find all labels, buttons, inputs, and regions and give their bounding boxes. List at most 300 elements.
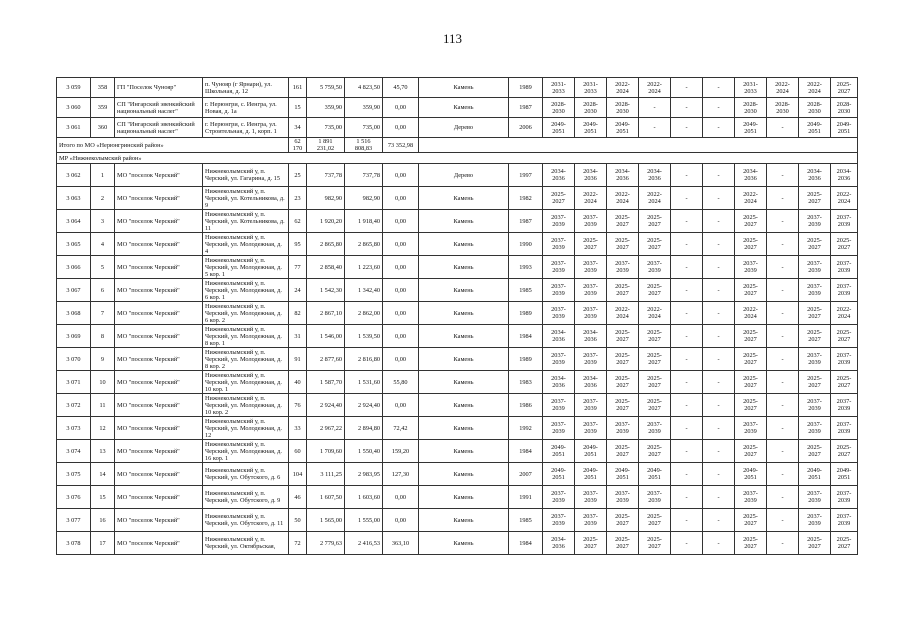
cell-p5: - bbox=[671, 256, 703, 279]
cell-no: 3 060 bbox=[57, 98, 91, 118]
cell-d: 363,10 bbox=[383, 532, 419, 555]
cell-n: 13 bbox=[91, 440, 115, 463]
cell-p5: - bbox=[671, 463, 703, 486]
cell-p2: 2037-2039 bbox=[575, 279, 607, 302]
cell-d: 0,00 bbox=[383, 187, 419, 210]
cell-n: 4 bbox=[91, 233, 115, 256]
cell-p1: 2034-2036 bbox=[543, 371, 575, 394]
cell-p3: 2022-2024 bbox=[607, 78, 639, 98]
cell-addr: Нижнеколымский у, п. Черский, ул. Молодежная, д. 5 кор. 1 bbox=[203, 256, 289, 279]
cell-d: 0,00 bbox=[383, 256, 419, 279]
cell-mat: Камень bbox=[419, 394, 509, 417]
cell-c: 982,90 bbox=[345, 187, 383, 210]
cell-p10: 2025-2027 bbox=[831, 440, 858, 463]
cell-org: МО "поселок Черский" bbox=[115, 371, 203, 394]
cell-d: 45,70 bbox=[383, 78, 419, 98]
cell-p7: 2025-2027 bbox=[735, 279, 767, 302]
cell-addr: Нижнеколымский у, п. Черский, ул. Гагарина, д. 15 bbox=[203, 164, 289, 187]
cell-no: 3 067 bbox=[57, 279, 91, 302]
cell-p1: 2037-2039 bbox=[543, 394, 575, 417]
cell-a: 95 bbox=[289, 233, 307, 256]
cell-p4: 2025-2027 bbox=[639, 233, 671, 256]
cell-mat: Камень bbox=[419, 233, 509, 256]
cell-p7: 2034-2036 bbox=[735, 164, 767, 187]
cell-p1: 2037-2039 bbox=[543, 417, 575, 440]
cell-p4: 2025-2027 bbox=[639, 279, 671, 302]
housing-table bbox=[56, 77, 858, 555]
cell-d: 127,30 bbox=[383, 463, 419, 486]
cell-p6: - bbox=[703, 164, 735, 187]
cell-mat: Камень bbox=[419, 509, 509, 532]
cell-p6: - bbox=[703, 187, 735, 210]
cell-p10: 2049-2051 bbox=[831, 463, 858, 486]
cell-no: 3 061 bbox=[57, 118, 91, 138]
cell-p9: 2025-2027 bbox=[799, 371, 831, 394]
cell-b: 5 759,50 bbox=[307, 78, 345, 98]
cell-p7: 2049-2051 bbox=[735, 118, 767, 138]
cell-year: 1985 bbox=[509, 509, 543, 532]
cell-p7: 2025-2027 bbox=[735, 394, 767, 417]
cell-no: 3 068 bbox=[57, 302, 91, 325]
table-row bbox=[57, 279, 858, 302]
cell-addr: Нижнеколымский у, п. Черский, ул. Молодежная, д. 8 кор. 2 bbox=[203, 348, 289, 371]
cell-c: 2 416,53 bbox=[345, 532, 383, 555]
cell-year: 1989 bbox=[509, 348, 543, 371]
cell-p2: 2037-2039 bbox=[575, 509, 607, 532]
cell-b: 1 709,60 bbox=[307, 440, 345, 463]
cell-no: 3 076 bbox=[57, 486, 91, 509]
cell-p2: 2049-2051 bbox=[575, 463, 607, 486]
cell-addr: Нижнеколымский у, п. Черский, ул. Котельникова, д. 9 bbox=[203, 187, 289, 210]
cell-p5: - bbox=[671, 417, 703, 440]
cell-p5: - bbox=[671, 325, 703, 348]
cell-p8: - bbox=[767, 325, 799, 348]
section-label: МР «Нижнеколымский район» bbox=[57, 153, 858, 164]
cell-mat: Камень bbox=[419, 78, 509, 98]
cell-b: 1 607,50 bbox=[307, 486, 345, 509]
cell-c: 735,00 bbox=[345, 118, 383, 138]
cell-p3: 2025-2027 bbox=[607, 440, 639, 463]
cell-p9: 2025-2027 bbox=[799, 532, 831, 555]
cell-p6: - bbox=[703, 509, 735, 532]
cell-p5: - bbox=[671, 98, 703, 118]
cell-p4: 2025-2027 bbox=[639, 210, 671, 233]
cell-a: 15 bbox=[289, 98, 307, 118]
cell-p6: - bbox=[703, 302, 735, 325]
cell-p5: - bbox=[671, 302, 703, 325]
cell-p10: 2037-2039 bbox=[831, 348, 858, 371]
cell-p2: 2049-2051 bbox=[575, 118, 607, 138]
cell-p10: 2037-2039 bbox=[831, 417, 858, 440]
table-total bbox=[57, 138, 858, 164]
cell-p10: 2022-2024 bbox=[831, 302, 858, 325]
cell-c: 737,78 bbox=[345, 164, 383, 187]
cell-p8: - bbox=[767, 302, 799, 325]
cell-org: СП "Ингарский эвенкийский национальный наслег" bbox=[115, 118, 203, 138]
cell-p7: 2025-2027 bbox=[735, 325, 767, 348]
cell-mat: Камень bbox=[419, 98, 509, 118]
cell-c: 2 924,40 bbox=[345, 394, 383, 417]
cell-p9: 2025-2027 bbox=[799, 440, 831, 463]
cell-no: 3 070 bbox=[57, 348, 91, 371]
cell-p3: 2025-2027 bbox=[607, 532, 639, 555]
cell-addr: Нижнеколымский у, п. Черский, ул. Октябрьская, bbox=[203, 532, 289, 555]
cell-no: 3 072 bbox=[57, 394, 91, 417]
cell-mat: Камень bbox=[419, 371, 509, 394]
cell-d: 0,00 bbox=[383, 486, 419, 509]
cell-p10: 2025-2027 bbox=[831, 532, 858, 555]
cell-p4: 2025-2027 bbox=[639, 394, 671, 417]
cell-p3: 2025-2027 bbox=[607, 233, 639, 256]
table-row bbox=[57, 394, 858, 417]
cell-p5: - bbox=[671, 210, 703, 233]
cell-org: ГП "Поселок Чунояр" bbox=[115, 78, 203, 98]
cell-org: МО "поселок Черский" bbox=[115, 256, 203, 279]
cell-p10: 2049-2051 bbox=[831, 118, 858, 138]
page-number: 113 bbox=[442, 31, 463, 46]
cell-p4: 2037-2039 bbox=[639, 486, 671, 509]
cell-p7: 2049-2051 bbox=[735, 463, 767, 486]
cell-p4: 2037-2039 bbox=[639, 417, 671, 440]
cell-c: 1 603,60 bbox=[345, 486, 383, 509]
cell-n: 7 bbox=[91, 302, 115, 325]
cell-d: 0,00 bbox=[383, 118, 419, 138]
cell-p2: 2037-2039 bbox=[575, 417, 607, 440]
cell-c: 1 555,00 bbox=[345, 509, 383, 532]
cell-year: 1997 bbox=[509, 164, 543, 187]
cell-org: МО "поселок Черский" bbox=[115, 463, 203, 486]
cell-mat: Камень bbox=[419, 440, 509, 463]
cell-n: 11 bbox=[91, 394, 115, 417]
cell-d: 0,00 bbox=[383, 325, 419, 348]
cell-no: 3 063 bbox=[57, 187, 91, 210]
cell-no: 3 064 bbox=[57, 210, 91, 233]
cell-year: 1992 bbox=[509, 417, 543, 440]
cell-p7: 2037-2039 bbox=[735, 486, 767, 509]
cell-c: 2 816,80 bbox=[345, 348, 383, 371]
cell-p1: 2028-2030 bbox=[543, 98, 575, 118]
cell-addr: Нижнеколымский у, п. Черский, ул. Молодежная, д. 4 bbox=[203, 233, 289, 256]
cell-p10: 2025-2027 bbox=[831, 233, 858, 256]
cell-p3: 2025-2027 bbox=[607, 279, 639, 302]
cell-n: 360 bbox=[91, 118, 115, 138]
cell-p5: - bbox=[671, 164, 703, 187]
cell-p6: - bbox=[703, 532, 735, 555]
cell-p8: - bbox=[767, 371, 799, 394]
cell-a: 72 bbox=[289, 532, 307, 555]
cell-year: 1993 bbox=[509, 256, 543, 279]
cell-p4: 2025-2027 bbox=[639, 371, 671, 394]
cell-p9: 2025-2027 bbox=[799, 325, 831, 348]
cell-p8: - bbox=[767, 256, 799, 279]
cell-p2: 2025-2027 bbox=[575, 532, 607, 555]
cell-p3: 2037-2039 bbox=[607, 256, 639, 279]
cell-a: 40 bbox=[289, 371, 307, 394]
cell-p10: 2037-2039 bbox=[831, 394, 858, 417]
table-row bbox=[57, 78, 858, 98]
cell-org: МО "поселок Черский" bbox=[115, 233, 203, 256]
cell-p1: 2034-2036 bbox=[543, 325, 575, 348]
cell-p1: 2037-2039 bbox=[543, 348, 575, 371]
cell-no: 3 066 bbox=[57, 256, 91, 279]
cell-a: 91 bbox=[289, 348, 307, 371]
cell-org: МО "поселок Черский" bbox=[115, 210, 203, 233]
cell-addr: Нижнеколымский у, п. Черский, ул. Молодежная, д. 10 кор. 2 bbox=[203, 394, 289, 417]
cell-d: 0,00 bbox=[383, 394, 419, 417]
cell-p4: 2025-2027 bbox=[639, 325, 671, 348]
cell-p6: - bbox=[703, 325, 735, 348]
cell-p2: 2022-2024 bbox=[575, 187, 607, 210]
cell-b: 2 867,10 bbox=[307, 302, 345, 325]
cell-mat: Камень bbox=[419, 210, 509, 233]
cell-p2: 2037-2039 bbox=[575, 210, 607, 233]
cell-a: 50 bbox=[289, 509, 307, 532]
cell-p3: 2037-2039 bbox=[607, 486, 639, 509]
cell-p10: 2037-2039 bbox=[831, 256, 858, 279]
cell-p4: 2025-2027 bbox=[639, 509, 671, 532]
cell-c: 2 894,80 bbox=[345, 417, 383, 440]
cell-c: 1 539,50 bbox=[345, 325, 383, 348]
cell-p7: 2025-2027 bbox=[735, 440, 767, 463]
total-a: 62 170 bbox=[289, 138, 307, 153]
cell-p6: - bbox=[703, 394, 735, 417]
cell-a: 24 bbox=[289, 279, 307, 302]
cell-c: 2 865,80 bbox=[345, 233, 383, 256]
cell-p3: 2028-2030 bbox=[607, 98, 639, 118]
table-row bbox=[57, 118, 858, 138]
cell-mat: Дерево bbox=[419, 118, 509, 138]
cell-mat: Камень bbox=[419, 463, 509, 486]
cell-b: 2 877,60 bbox=[307, 348, 345, 371]
cell-p6: - bbox=[703, 78, 735, 98]
cell-p2: 2037-2039 bbox=[575, 256, 607, 279]
cell-year: 1989 bbox=[509, 78, 543, 98]
cell-addr: Нижнеколымский у, п. Черский, ул. Молодежная, д. 8 кор. 1 bbox=[203, 325, 289, 348]
cell-a: 161 bbox=[289, 78, 307, 98]
cell-p2: 2037-2039 bbox=[575, 302, 607, 325]
cell-year: 1987 bbox=[509, 98, 543, 118]
cell-p8: - bbox=[767, 210, 799, 233]
cell-year: 1990 bbox=[509, 233, 543, 256]
cell-year: 2006 bbox=[509, 118, 543, 138]
cell-p8: 2028-2030 bbox=[767, 98, 799, 118]
cell-year: 1989 bbox=[509, 302, 543, 325]
cell-p4: 2022-2024 bbox=[639, 187, 671, 210]
cell-p8: - bbox=[767, 440, 799, 463]
cell-p9: 2025-2027 bbox=[799, 233, 831, 256]
cell-d: 55,80 bbox=[383, 371, 419, 394]
cell-p2: 2037-2039 bbox=[575, 348, 607, 371]
cell-year: 1986 bbox=[509, 394, 543, 417]
cell-p2: 2025-2027 bbox=[575, 233, 607, 256]
cell-mat: Камень bbox=[419, 256, 509, 279]
cell-d: 0,00 bbox=[383, 348, 419, 371]
cell-p8: - bbox=[767, 118, 799, 138]
cell-p5: - bbox=[671, 187, 703, 210]
cell-year: 1985 bbox=[509, 279, 543, 302]
cell-d: 0,00 bbox=[383, 233, 419, 256]
cell-p1: 2037-2039 bbox=[543, 256, 575, 279]
cell-p9: 2049-2051 bbox=[799, 463, 831, 486]
cell-b: 2 967,22 bbox=[307, 417, 345, 440]
cell-d: 159,20 bbox=[383, 440, 419, 463]
cell-n: 17 bbox=[91, 532, 115, 555]
cell-p6: - bbox=[703, 371, 735, 394]
total-label: Итого по МО «Нерюнгринский район» bbox=[57, 138, 289, 153]
cell-b: 2 924,40 bbox=[307, 394, 345, 417]
cell-year: 1991 bbox=[509, 486, 543, 509]
cell-mat: Камень bbox=[419, 532, 509, 555]
cell-mat: Камень bbox=[419, 417, 509, 440]
cell-p8: - bbox=[767, 509, 799, 532]
cell-p8: - bbox=[767, 417, 799, 440]
cell-p7: 2025-2027 bbox=[735, 371, 767, 394]
cell-b: 1 587,70 bbox=[307, 371, 345, 394]
cell-mat: Камень bbox=[419, 325, 509, 348]
cell-d: 0,00 bbox=[383, 279, 419, 302]
cell-p10: 2028-2030 bbox=[831, 98, 858, 118]
cell-p7: 2028-2030 bbox=[735, 98, 767, 118]
cell-p2: 2049-2051 bbox=[575, 440, 607, 463]
cell-p6: - bbox=[703, 279, 735, 302]
cell-b: 735,00 bbox=[307, 118, 345, 138]
cell-p4: 2037-2039 bbox=[639, 256, 671, 279]
cell-p3: 2034-2036 bbox=[607, 164, 639, 187]
total-row bbox=[57, 138, 858, 153]
cell-d: 0,00 bbox=[383, 164, 419, 187]
cell-p1: 2037-2039 bbox=[543, 279, 575, 302]
cell-org: МО "поселок Черский" bbox=[115, 440, 203, 463]
cell-p9: 2037-2039 bbox=[799, 417, 831, 440]
cell-p4: 2022-2024 bbox=[639, 78, 671, 98]
cell-p3: 2037-2039 bbox=[607, 417, 639, 440]
cell-b: 2 865,80 bbox=[307, 233, 345, 256]
cell-org: МО "поселок Черский" bbox=[115, 532, 203, 555]
cell-p1: 2037-2039 bbox=[543, 210, 575, 233]
cell-mat: Камень bbox=[419, 279, 509, 302]
cell-a: 77 bbox=[289, 256, 307, 279]
cell-year: 1984 bbox=[509, 532, 543, 555]
cell-a: 25 bbox=[289, 164, 307, 187]
cell-n: 5 bbox=[91, 256, 115, 279]
cell-p1: 2037-2039 bbox=[543, 233, 575, 256]
cell-year: 1987 bbox=[509, 210, 543, 233]
cell-p1: 2025-2027 bbox=[543, 187, 575, 210]
cell-org: МО "поселок Черский" bbox=[115, 509, 203, 532]
cell-b: 2 858,40 bbox=[307, 256, 345, 279]
cell-n: 2 bbox=[91, 187, 115, 210]
cell-p7: 2022-2024 bbox=[735, 302, 767, 325]
cell-p4: 2022-2024 bbox=[639, 302, 671, 325]
cell-addr: Нижнеколымский у, п. Черский, ул. Обутского, д. 9 bbox=[203, 486, 289, 509]
cell-mat: Камень bbox=[419, 302, 509, 325]
cell-n: 10 bbox=[91, 371, 115, 394]
cell-n: 16 bbox=[91, 509, 115, 532]
cell-p8: - bbox=[767, 486, 799, 509]
cell-b: 3 111,25 bbox=[307, 463, 345, 486]
cell-n: 6 bbox=[91, 279, 115, 302]
cell-n: 358 bbox=[91, 78, 115, 98]
cell-c: 1 531,60 bbox=[345, 371, 383, 394]
cell-addr: г. Нерюнгри, с. Иенгра, ул. Новая, д. 1а bbox=[203, 98, 289, 118]
cell-c: 2 983,95 bbox=[345, 463, 383, 486]
cell-p4: - bbox=[639, 98, 671, 118]
cell-p5: - bbox=[671, 78, 703, 98]
cell-p3: 2049-2051 bbox=[607, 463, 639, 486]
cell-p7: 2037-2039 bbox=[735, 256, 767, 279]
cell-p6: - bbox=[703, 486, 735, 509]
cell-p6: - bbox=[703, 440, 735, 463]
cell-p10: 2034-2036 bbox=[831, 164, 858, 187]
cell-org: МО "поселок Черский" bbox=[115, 417, 203, 440]
cell-p10: 2025-2027 bbox=[831, 371, 858, 394]
cell-year: 2007 bbox=[509, 463, 543, 486]
cell-p2: 2037-2039 bbox=[575, 394, 607, 417]
cell-addr: Нижнеколымский у, п. Черский, ул. Молодежная, д. 10 кор. 1 bbox=[203, 371, 289, 394]
cell-org: МО "поселок Черский" bbox=[115, 486, 203, 509]
cell-a: 104 bbox=[289, 463, 307, 486]
cell-p5: - bbox=[671, 233, 703, 256]
cell-p10: 2037-2039 bbox=[831, 486, 858, 509]
cell-a: 60 bbox=[289, 440, 307, 463]
cell-p9: 2028-2030 bbox=[799, 98, 831, 118]
cell-b: 982,90 bbox=[307, 187, 345, 210]
cell-no: 3 071 bbox=[57, 371, 91, 394]
cell-no: 3 059 bbox=[57, 78, 91, 98]
cell-p3: 2022-2024 bbox=[607, 302, 639, 325]
cell-p4: 2025-2027 bbox=[639, 348, 671, 371]
table-row bbox=[57, 463, 858, 486]
cell-mat: Дерево bbox=[419, 164, 509, 187]
cell-year: 1984 bbox=[509, 325, 543, 348]
cell-mat: Камень bbox=[419, 348, 509, 371]
cell-d: 0,00 bbox=[383, 98, 419, 118]
cell-org: МО "поселок Черский" bbox=[115, 325, 203, 348]
cell-org: МО "поселок Черский" bbox=[115, 187, 203, 210]
table-row bbox=[57, 98, 858, 118]
cell-p5: - bbox=[671, 532, 703, 555]
cell-p8: - bbox=[767, 348, 799, 371]
cell-b: 1 546,00 bbox=[307, 325, 345, 348]
table-row bbox=[57, 417, 858, 440]
cell-d: 0,00 bbox=[383, 302, 419, 325]
table-body-main bbox=[57, 164, 858, 555]
cell-n: 3 bbox=[91, 210, 115, 233]
cell-b: 359,90 bbox=[307, 98, 345, 118]
cell-p8: - bbox=[767, 164, 799, 187]
cell-p9: 2037-2039 bbox=[799, 348, 831, 371]
cell-org: МО "поселок Черский" bbox=[115, 348, 203, 371]
cell-p10: 2037-2039 bbox=[831, 279, 858, 302]
cell-p3: 2025-2027 bbox=[607, 348, 639, 371]
cell-year: 1984 bbox=[509, 440, 543, 463]
cell-c: 2 862,00 bbox=[345, 302, 383, 325]
cell-p6: - bbox=[703, 256, 735, 279]
cell-addr: Нижнеколымский у, п. Черский, ул. Обутского, д. 6 bbox=[203, 463, 289, 486]
cell-p9: 2037-2039 bbox=[799, 210, 831, 233]
table-row bbox=[57, 486, 858, 509]
cell-no: 3 069 bbox=[57, 325, 91, 348]
cell-d: 0,00 bbox=[383, 509, 419, 532]
table-row bbox=[57, 187, 858, 210]
cell-no: 3 065 bbox=[57, 233, 91, 256]
cell-p6: - bbox=[703, 417, 735, 440]
cell-p7: 2025-2027 bbox=[735, 348, 767, 371]
cell-p9: 2025-2027 bbox=[799, 187, 831, 210]
cell-addr: Нижнеколымский у, п. Черский, ул. Молодежная, д. 12 bbox=[203, 417, 289, 440]
cell-p4: 2025-2027 bbox=[639, 440, 671, 463]
cell-p1: 2037-2039 bbox=[543, 302, 575, 325]
